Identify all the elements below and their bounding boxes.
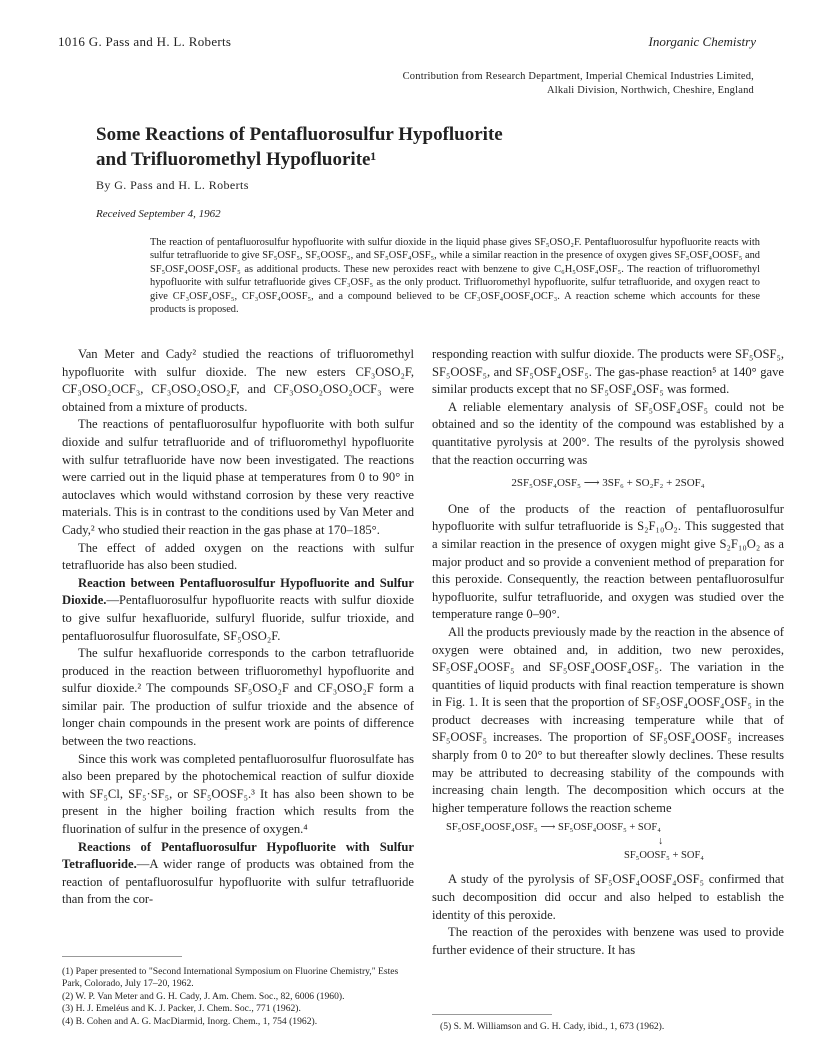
scheme-line: SF₅OSF₄OOSF₄OSF₅ ⟶ SF₅OSF₄OOSF₅ + SOF₄ — [446, 822, 661, 834]
paragraph: A study of the pyrolysis of SF₅OSF₄OOSF₄OSF₅ confirmed that such decomposition did occur and also helped to establish the identity of this peroxide. — [432, 872, 784, 922]
paragraph: One of the products of the reaction of pentafluorosulfur hypofluorite with sulfur tetrafluoride is S₂F₁₀O₂. This suggested that a similar reaction in the presence of oxygen might give S₂F₁₀O₂ as a major product and so provide a convenient method of preparation for this peroxide. Consequently, the reaction between pentafluorosulfur hypofluorite, sulfur tetrafluoride, and oxygen was studied over the temperature range 0–90°. — [432, 501, 784, 622]
footnote: (3) H. J. Emeléus and K. J. Packer, J. Chem. Soc., 771 (1962). — [62, 1003, 301, 1015]
paragraph: Since this work was completed pentafluorosulfur fluorosulfate has also been prepared by the photochemical reaction of sulfur dioxide with SF₅Cl, SF₅·SF₅, or SF₅OOSF₅.³ It has also been shown to be present in the higher boiling fraction which results from the fluorination of sulfur in the presence of oxygen.⁴ — [62, 751, 414, 837]
title-line-1: Some Reactions of Pentafluorosulfur Hypofluorite — [96, 124, 503, 145]
scheme-line: SF₅OOSF₅ + SOF₄ — [624, 850, 704, 862]
paragraph: Van Meter and Cady² studied the reactions of trifluoromethyl hypofluorite with sulfur dioxide. The new esters CF₃OSO₂F, CF₃OSO₂OCF₃, CF₃OSO₂OSO₂F, and CF₃OSO₂OSO₂OCF₃ were obtained from a mixture of products. — [62, 347, 414, 414]
footnote: (4) B. Cohen and A. G. MacDiarmid, Inorg. Chem., 1, 754 (1962). — [62, 1015, 318, 1027]
paragraph — [62, 575, 414, 645]
contribution-affiliation — [194, 70, 754, 98]
right-column — [432, 346, 784, 959]
footnotes-right — [440, 1021, 792, 1033]
running-header-left: 1016 G. Pass and H. L. Roberts — [58, 34, 232, 49]
scheme-arrow: ↓ — [658, 836, 664, 848]
paragraph: responding reaction with sulfur dioxide. The products were SF₅OSF₅, SF₅OOSF₅, and SF₅OSF₄OSF₅. The gas-phase reaction⁵ at 140° gave similar products except that no SF₅OSF₄OSF₅ was formed. — [432, 347, 784, 397]
footnote: (5) S. M. Williamson and G. H. Cady, ibid., 1, 673 (1962). — [440, 1021, 665, 1032]
affiliation-line-1: Contribution from Research Department, Imperial Chemical Industries Limited, — [402, 71, 754, 82]
paper-title — [96, 122, 736, 172]
footnote-rule — [432, 1014, 552, 1015]
abstract: The reaction of pentafluorosulfur hypofluorite with sulfur dioxide in the liquid phase gives SF₅OSO₂F. Pentafluorosulfur hypofluorite reacts with sulfur tetrafluoride to give SF₅OSF₅, SF₅OOSF₅, and SF₅OSF₄OSF₅, while a similar reaction in the presence of oxygen gives SF₅OSF₄OOSF₅ and SF₅OSF₄OOSF₄OSF₅ as additional products. These new peroxides react with benzene to give C₆H₅OSF₄OSF₅. The reaction of trifluoromethyl hypofluorite with sulfur tetrafluoride gives CF₃OSF₅ as the only product. Trifluoromethyl hypofluorite, sulfur tetrafluoride, and oxygen react to give CF₃OSF₄OSF₅, CF₃OSF₄OOSF₅, and a compound believed to be CF₃OSF₄OOSF₄OCF₃. A reaction scheme which accounts for these products is proposed. — [150, 237, 760, 316]
paragraph-text: —A wider range of products was obtained from the reaction of pentafluorosulfur hypofluorite with sulfur tetrafluoride than from the cor- — [62, 857, 414, 907]
paragraph: The effect of added oxygen on the reactions with sulfur tetrafluoride has also been studied. — [62, 540, 414, 573]
paragraph-text: —Pentafluorosulfur hypofluorite reacts with sulfur dioxide to give sulfur hexafluoride, sulfuryl fluoride, sulfur trioxide, and pentafluorosulfur fluorosulfate, SF₅OSO₂F. — [62, 593, 414, 643]
paragraph: A reliable elementary analysis of SF₅OSF₄OSF₅ could not be obtained and so the identity of the compound was established by a quantitative pyrolysis at 200°. The results of the pyrolysis showed that the reaction occurring was — [432, 399, 784, 467]
section-run-in-heading: Reactions of Pentafluorosulfur Hypofluorite with Sulfur Tetrafluoride. — [62, 839, 414, 872]
paragraph: The reactions of pentafluorosulfur hypofluorite with both sulfur dioxide and sulfur tetrafluoride and of trifluoromethyl hypofluorite with sulfur tetrafluoride have now been investigated. The reactions were carried out in the liquid phase at temperatures from 0 to 90° in autoclaves which would withstand corrosion by these very reactive materials. This is in contrast to the conditions used by Van Meter and Cady,² who studied their reaction in the gas phase at 170–185°. — [62, 417, 414, 537]
equation: 2SF₅OSF₄OSF₅ ⟶ 3SF₆ + SO₂F₂ + 2SOF₄ — [511, 477, 705, 490]
affiliation-line-2: Alkali Division, Northwich, Cheshire, England — [546, 85, 754, 96]
paragraph: The sulfur hexafluoride corresponds to the carbon tetrafluoride produced in the reaction between trifluoromethyl hypofluorite and sulfur dioxide.² The compounds SF₅OSO₂F and CF₃OSO₂F form a similar pair. The production of sulfur trioxide and the absence of longer chain compounds in the present work are points of difference between the two reactions. — [62, 646, 414, 749]
reaction-scheme — [446, 821, 784, 863]
footnotes-left — [62, 966, 414, 1028]
journal-name: Inorganic Chemistry — [648, 34, 756, 49]
received-date: Received September 4, 1962 — [96, 208, 221, 220]
author-byline: By G. Pass and H. L. Roberts — [96, 178, 249, 192]
title-line-2: and Trifluoromethyl Hypofluorite¹ — [96, 149, 377, 170]
paragraph: All the products previously made by the reaction in the absence of oxygen were obtained and, in addition, two new peroxides, SF₅OSF₄OOSF₅ and SF₅OSF₄OOSF₄OSF₅. The variation in the quantities of liquid products with final reaction temperature is shown in Fig. 1. It is seen that the proportion of SF₅OSF₄OOSF₄OSF₅ in the product decreases with increasing temperature while that of SF₅OOSF₅ increases. The proportion of SF₅OSF₄OOSF₅ increases sharply from 0 to 20° to but thereafter slowly declines. These results may be attributed to decreasing stability of the compounds with increasing chain length. The decomposition which occurs at the higher temperature follows the reaction scheme — [432, 624, 784, 815]
left-column — [62, 346, 414, 909]
footnote: (1) Paper presented to "Second International Symposium on Fluorine Chemistry," Estes Park, Colorado, July 17–20, 1962. — [62, 966, 399, 990]
section-run-in-heading: Reaction between Pentafluorosulfur Hypofluorite and Sulfur Dioxide. — [62, 575, 414, 608]
footnote-rule — [62, 956, 182, 957]
footnote: (2) W. P. Van Meter and G. H. Cady, J. Am. Chem. Soc., 82, 6006 (1960). — [62, 990, 345, 1002]
paragraph: The reaction of the peroxides with benzene was used to provide further evidence of their structure. It has — [432, 925, 784, 957]
paragraph — [62, 839, 414, 909]
